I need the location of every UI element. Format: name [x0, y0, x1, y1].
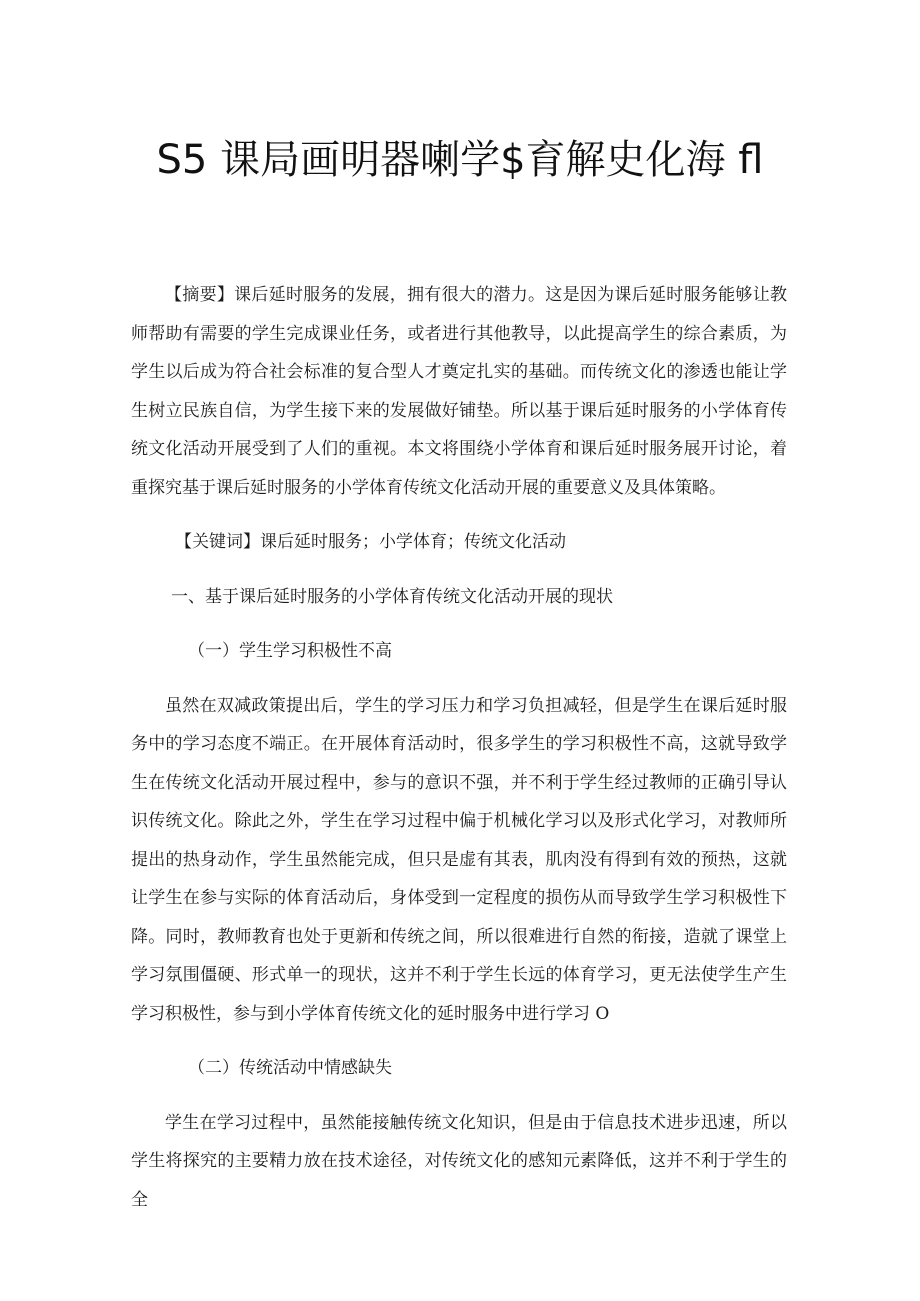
subsection-paragraph-2: 学生在学习过程中，虽然能接触传统文化知识，但是由于信息技术进步迅速，所以学生将探究的主要精力放在技术途径，对传统文化的感知元素降低，这并不利于学生的全	[131, 1112, 787, 1210]
document-title: S5 课局画明器喇学$育解史化海 fl	[156, 137, 764, 183]
subsection-heading-1: （一）学生学习积极性不高	[188, 641, 392, 661]
section-heading: 一、基于课后延时服务的小学体育传统文化活动开展的现状	[171, 586, 613, 607]
keywords-line: 【关键词】课后延时服务；小学体育；传统文化活动	[175, 532, 566, 552]
subsection-heading-2: （二）传统活动中情感缺失	[188, 1058, 392, 1078]
document-body	[131, 276, 787, 1219]
subsection-paragraph-1: 虽然在双减政策提出后，学生的学习压力和学习负担减轻，但是学生在课后延时服务中的学习态度不端正。在开展体育活动时，很多学生的学习积极性不高，这就导致学生在传统文化活动开展过程中，参与的意识不强，并不利于学生经过教师的正确引导认识传统文化。除此之外，学生在学习过程中偏于机械化学习以及形式化学习，对教师所提出的热身动作，学生虽然能完成，但只是虚有其表，肌肉没有得到有效的预热，这就让学生在参与实际的体育活动后，身体受到一定程度的损伤从而导致学生学习积极性下降。同时，教师教育也处于更新和传统之间，所以很难进行自然的衔接，造就了课堂上学习氛围僵硬、形式单一的现状，这并不利于学生长远的体育学习，更无法使学生产生学习积极性，参与到小学体育传统文化的延时服务中进行学习 O	[131, 695, 787, 1024]
abstract-paragraph: 【摘要】课后延时服务的发展，拥有很大的潜力。这是因为课后延时服务能够让教师帮助有需要的学生完成课业任务，或者进行其他教导，以此提高学生的综合素质，为学生以后成为符合社会标准的复合型人才奠定扎实的基础。而传统文化的渗透也能让学生树立民族自信，为学生接下来的发展做好铺垫。所以基于课后延时服务的小学体育传统文化活动开展受到了人们的重视。本文将围绕小学体育和课后延时服务展开讨论，着重探究基于课后延时服务的小学体育传统文化活动开展的重要意义及具体策略。	[131, 285, 787, 498]
